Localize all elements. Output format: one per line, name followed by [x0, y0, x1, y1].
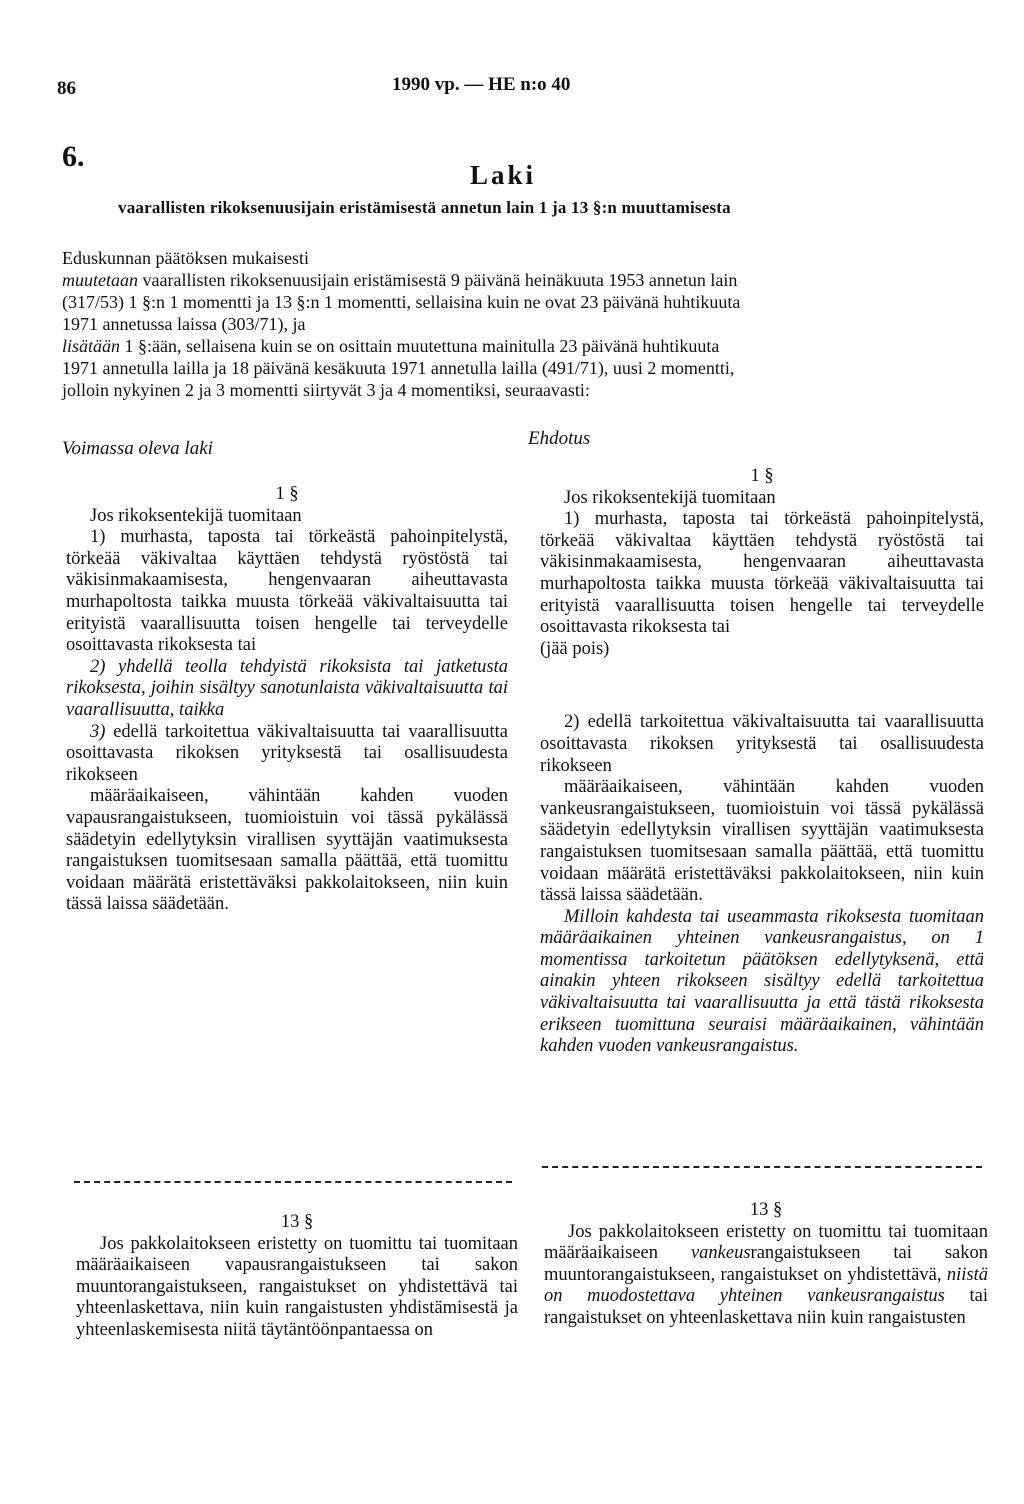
paragraph: Jos pakkolaitokseen eristetty on tuomittu tai tuomitaan määräaikaiseen vapausrangaistukseen tai sakon muuntorangaistukseen, rangaistukset on yhdistettävä tai yhteenlaskettava, niin kuin rangaistusten yhdistämisestä ja yhteenlaskemisesta niitä täytäntöönpantaessa on	[76, 1233, 518, 1340]
intro-verb: muutetaan	[62, 270, 138, 290]
intro-line-rest: 1 §:ään, sellaisena kuin se on osittain muutettuna mainitulla 23 päivänä huhtikuuta	[120, 336, 720, 356]
paragraph: määräaikaiseen, vähintään kahden vuoden vapausrangaistukseen, tuomioistuin voi tässä pykälässä säädetyin edellytyksin virallisen syyttäjän vaatimuksesta rangaistuksen tuomitsesaan samalla päättää, että tuomittu voidaan määrätä eristettäväksi pakkolaitokseen, niin kuin tässä laissa säädetään.	[66, 786, 508, 915]
section-label: 1 §	[750, 466, 774, 486]
intro-line: Eduskunnan päätöksen mukaisesti	[62, 248, 309, 268]
document-reference: 1990 vp. — HE n:o 40	[392, 74, 571, 95]
left-column-section-13	[76, 1212, 518, 1342]
intro-line: 1971 annetulla lailla ja 18 päivänä kesäkuuta 1971 annetulla lailla (491/71), uusi 2 momentti,	[62, 358, 735, 378]
intro-verb: lisätään	[62, 336, 121, 356]
intro-line: jolloin nykyinen 2 ja 3 momentti siirtyvät 3 ja 4 momentiksi, seuraavasti:	[62, 380, 590, 400]
paragraph: 1) murhasta, taposta tai törkeästä pahoinpitelystä, törkeää väkivaltaa käyttäen tehdystä ryöstöstä tai väkisinmakaamisesta, hengenvaaran aiheuttavasta murhapoltosta taikka muusta törkeää väkivaltaisuutta tai erityistä vaarallisuutta toisen hengelle tai terveydelle osoittavasta rikoksesta tai	[66, 527, 508, 656]
item-number: 3)	[90, 721, 106, 742]
item-text: edellä tarkoitettua väkivaltaisuutta tai vaarallisuutta osoittavasta rikoksen yrityksestä tai osallisuudesta rikokseen	[66, 721, 508, 785]
paragraph-removed-note: (jää pois)	[540, 638, 610, 659]
section-separator	[542, 1166, 982, 1168]
text-run: tai rangaistukset on yhteenlaskettava niin kuin rangaistusten	[544, 1286, 988, 1328]
left-column-section-1	[66, 484, 508, 916]
intro-line: 1971 annetussa laissa (303/71), ja	[62, 314, 306, 334]
section-label: 1 §	[275, 484, 299, 504]
section-label: 13 §	[280, 1212, 314, 1232]
text-run-changed: niistä on muodostettava yhteinen vankeusrangaistus	[544, 1264, 988, 1307]
intro-text	[62, 247, 982, 401]
paragraph	[66, 722, 508, 787]
section-separator	[74, 1181, 512, 1183]
text-run-changed: vankeus	[690, 1243, 751, 1264]
intro-line-rest: vaarallisten rikoksenuusijain eristämisestä 9 päivänä heinäkuuta 1953 annetun lain	[138, 270, 738, 290]
paragraph: Jos rikoksentekijä tuomitaan	[90, 505, 302, 526]
right-column-section-13	[544, 1200, 988, 1330]
paragraph-added: Milloin kahdesta tai useammasta rikoksesta tuomitaan määräaikainen yhteinen vankeusrangaistus, on 1 momentissa tarkoitetun päätöksen edellytyksenä, että ainakin yhteen rikokseen sisältyy edellä tarkoitettua väkivaltaisuutta tai vaarallisuutta ja että tästä rikoksesta erikseen tuomittuna seuraisi määräaikainen, vähintään kahden vuoden vankeusrangaistus.	[540, 906, 984, 1057]
law-title: Laki	[470, 160, 537, 190]
paragraph-removed: 2) yhdellä teolla tehdyistä rikoksista tai jatketusta rikoksesta, joihin sisältyy sanotunlaista väkivaltaisuutta tai vaarallisuutta, taikka	[66, 656, 508, 720]
intro-line	[62, 335, 982, 357]
right-column-heading: Ehdotus	[528, 428, 591, 449]
page-number: 86	[57, 78, 76, 99]
section-number: 6.	[62, 140, 85, 173]
paragraph	[544, 1222, 988, 1330]
paragraph: 2) edellä tarkoitettua väkivaltaisuutta tai vaarallisuutta osoittavasta rikoksen yrityksestä tai osallisuudesta rikokseen	[540, 712, 984, 776]
text-run: rangaistukseen tai sakon muuntorangaistukseen, rangaistukset on yhdistettävä,	[544, 1243, 988, 1285]
left-column-heading: Voimassa oleva laki	[62, 438, 213, 459]
paragraph: Jos rikoksentekijä tuomitaan	[564, 487, 776, 508]
paragraph: 1) murhasta, taposta tai törkeästä pahoinpitelystä, törkeää väkivaltaa käyttäen tehdystä ryöstöstä tai väkisinmakaamisesta, hengenvaaran aiheuttavasta murhapoltosta taikka muusta törkeää väkivaltaisuutta tai erityistä vaarallisuutta toisen hengelle tai terveydelle osoittavasta rikoksesta tai	[540, 509, 984, 638]
intro-line: (317/53) 1 §:n 1 momentti ja 13 §:n 1 momentti, sellaisina kuin ne ovat 23 päivänä huhtikuuta	[62, 292, 741, 312]
law-subtitle: vaarallisten rikoksenuusijain eristämisestä annetun lain 1 ja 13 §:n muuttamisesta	[118, 198, 731, 217]
intro-line	[62, 269, 982, 291]
right-column-section-1	[540, 466, 984, 1058]
section-label: 13 §	[749, 1200, 783, 1220]
text-run: Jos pakkolaitokseen eristetty on tuomittu tai tuomitaan määräaikaiseen	[544, 1221, 988, 1264]
paragraph: määräaikaiseen, vähintään kahden vuoden vankeusrangaistukseen, tuomioistuin voi tässä pykälässä säädetyin edellytyksin virallisen syyttäjän vaatimuksesta rangaistuksen tuomitsesaan samalla päättää, että tuomittu voidaan määrätä eristettäväksi pakkolaitokseen, niin kuin tässä laissa säädetään.	[540, 777, 984, 906]
